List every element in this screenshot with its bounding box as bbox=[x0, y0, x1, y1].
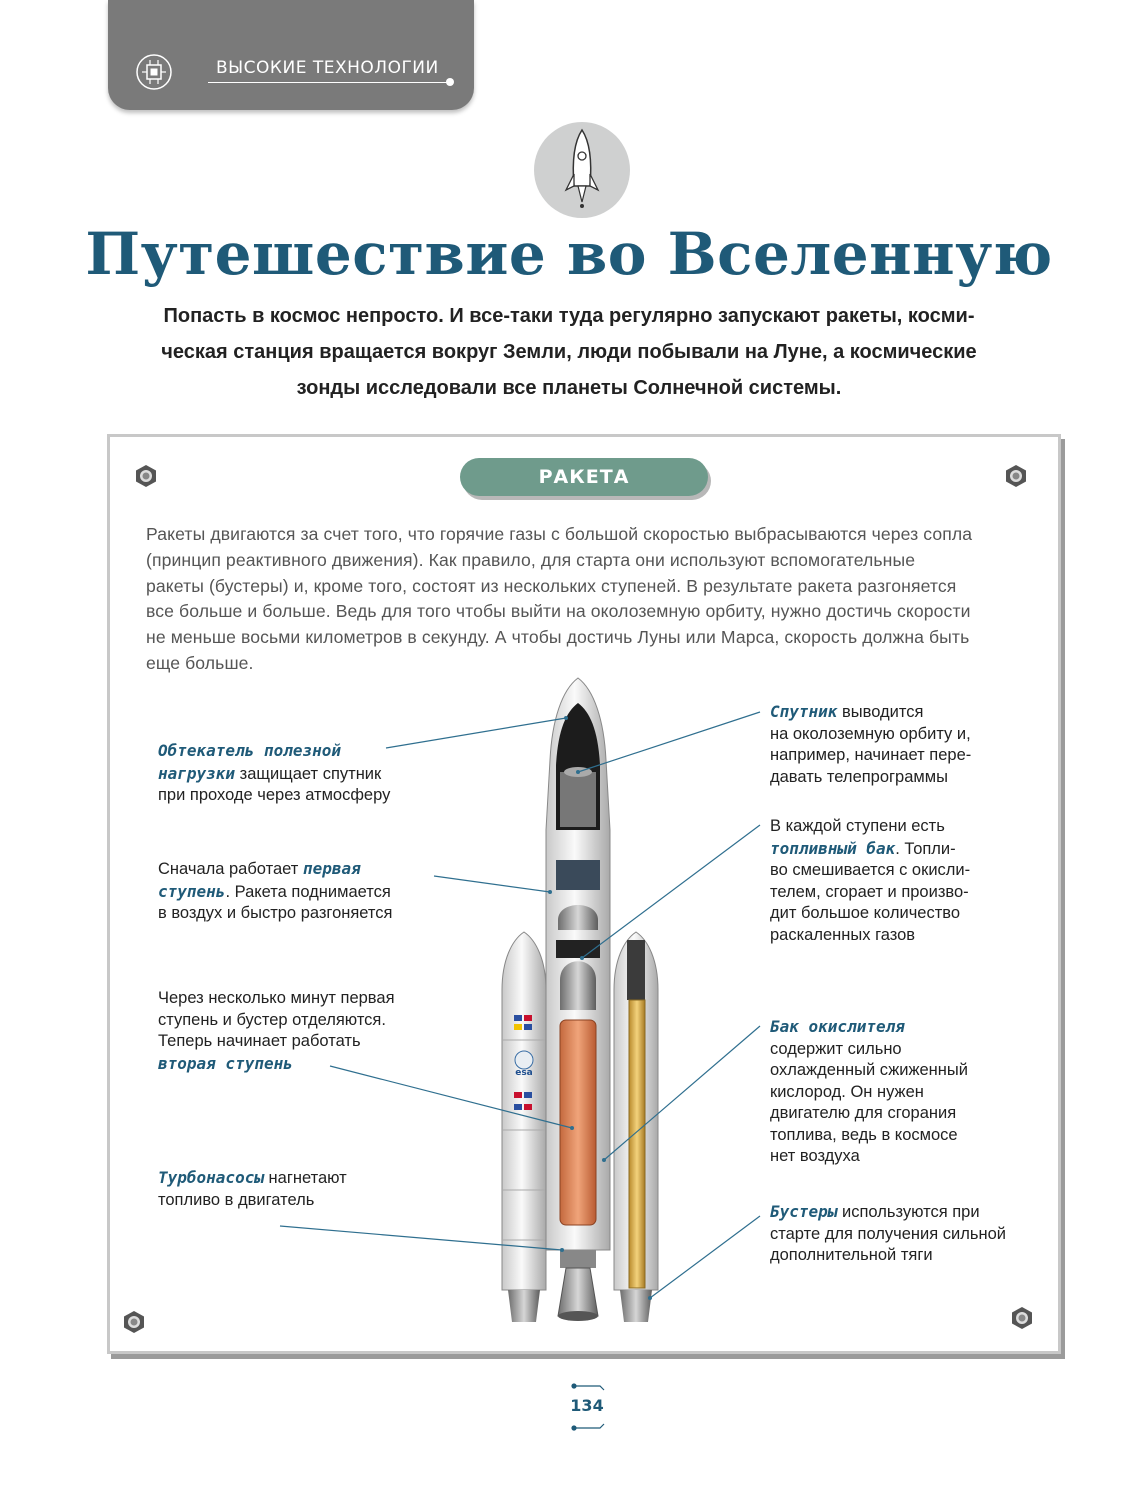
callout-text: нет воздуха bbox=[770, 1147, 860, 1165]
callout-text: охлажденный сжиженный bbox=[770, 1061, 968, 1079]
callout-oxidizer-tank bbox=[770, 1016, 1020, 1168]
callout-text: Теперь начинает работать bbox=[158, 1032, 361, 1050]
callout-fuel-tank bbox=[770, 816, 1020, 946]
callout-text: дополнительной тяги bbox=[770, 1246, 933, 1264]
callout-text: Сначала работает bbox=[158, 860, 303, 878]
body-line: Ракеты двигаются за счет того, что горячие газы с большой скоростью выбрасываются через сопла bbox=[146, 524, 973, 544]
callout-second-stage bbox=[158, 988, 438, 1075]
body-line: (принцип реактивного движения). Как правило, для старта они используют вспомогательные bbox=[146, 549, 916, 570]
callout-text: ступень и бустер отделяются. bbox=[158, 1010, 386, 1029]
callout-text: телем, сгорает и произво- bbox=[770, 882, 969, 901]
callout-text: на околоземную орбиту и, bbox=[770, 724, 971, 743]
callout-text: нагнетают bbox=[263, 1169, 347, 1187]
esa-logo: esa bbox=[515, 1068, 533, 1078]
body-line: ракеты (бустеры) и, кроме того, состоят из нескольких ступеней. В результате ракета разгоняется bbox=[146, 575, 957, 596]
callout-text: кислород. Он нужен bbox=[770, 1082, 924, 1101]
callout-text: . Ракета поднимается bbox=[225, 882, 391, 901]
callout-boosters bbox=[770, 1201, 1040, 1267]
callout-fairing bbox=[158, 740, 418, 807]
callout-term: Бак окислителя bbox=[770, 1017, 905, 1036]
callout-text: топлива, ведь в космосе bbox=[770, 1125, 958, 1144]
callout-text: . Топли- bbox=[895, 839, 956, 858]
callout-text: В каждой ступени есть bbox=[770, 817, 945, 835]
callout-term: Бустеры bbox=[770, 1202, 838, 1221]
callout-text: двигателю для сгорания bbox=[770, 1104, 957, 1122]
body-line: еще больше. bbox=[146, 652, 254, 673]
section-title: ВЫСОКИЕ ТЕХНОЛОГИИ bbox=[216, 58, 439, 78]
callout-turbopumps bbox=[158, 1167, 418, 1211]
callout-text: топливо в двигатель bbox=[158, 1190, 315, 1209]
callout-term: топливный бак bbox=[770, 838, 896, 858]
callout-text: раскаленных газов bbox=[770, 925, 916, 944]
callout-text: старте для получения сильной bbox=[770, 1224, 1006, 1243]
body-line: все больше и больше. Ведь для того чтобы выйти на околоземную орбиту, нужно достичь скорости bbox=[146, 601, 971, 622]
left-booster bbox=[502, 932, 546, 1322]
callout-term: Спутник bbox=[770, 702, 838, 721]
callout-text: в воздух и быстро разгоняется bbox=[158, 904, 393, 922]
callout-text: Через несколько минут первая bbox=[158, 989, 395, 1007]
callout-text: во смешивается с окисли- bbox=[770, 861, 971, 879]
callout-text: используются при bbox=[837, 1203, 980, 1221]
page-number: 134 bbox=[570, 1396, 604, 1415]
callout-term: ступень bbox=[158, 881, 226, 901]
callout-text: давать телепрограммы bbox=[770, 767, 948, 786]
page-title: Путешествие во Вселенную bbox=[85, 220, 1053, 288]
callout-term: первая bbox=[302, 859, 361, 878]
callout-text: защищает спутник bbox=[235, 764, 382, 783]
callout-text: например, начинает пере- bbox=[770, 746, 972, 764]
callout-text: выводится bbox=[837, 703, 924, 721]
right-booster bbox=[614, 932, 658, 1322]
callout-term: нагрузки bbox=[158, 763, 236, 783]
core-stage bbox=[546, 678, 610, 1321]
callout-text: содержит сильно bbox=[770, 1039, 902, 1058]
intro-line: ческая станция вращается вокруг Земли, люди побывали на Луне, а космические bbox=[161, 341, 977, 363]
intro-line: зонды исследовали все планеты Солнечной системы. bbox=[296, 377, 842, 399]
callout-satellite bbox=[770, 701, 1020, 788]
callout-text: дит большое количество bbox=[770, 904, 961, 922]
intro-line: Попасть в космос непросто. И все-таки туда регулярно запускают ракеты, косми- bbox=[163, 305, 975, 327]
callout-term: вторая ступень bbox=[158, 1053, 293, 1073]
callout-first-stage bbox=[158, 858, 448, 925]
panel-label: РАКЕТА bbox=[460, 458, 708, 496]
callout-term: Турбонасосы bbox=[158, 1168, 264, 1187]
callout-term: Обтекатель полезной bbox=[158, 741, 342, 760]
body-line: не меньше восьми километров в секунду. А чтобы достичь Луны или Марса, скорость должна быть bbox=[146, 627, 970, 648]
callout-text: при проходе через атмосферу bbox=[158, 786, 391, 804]
